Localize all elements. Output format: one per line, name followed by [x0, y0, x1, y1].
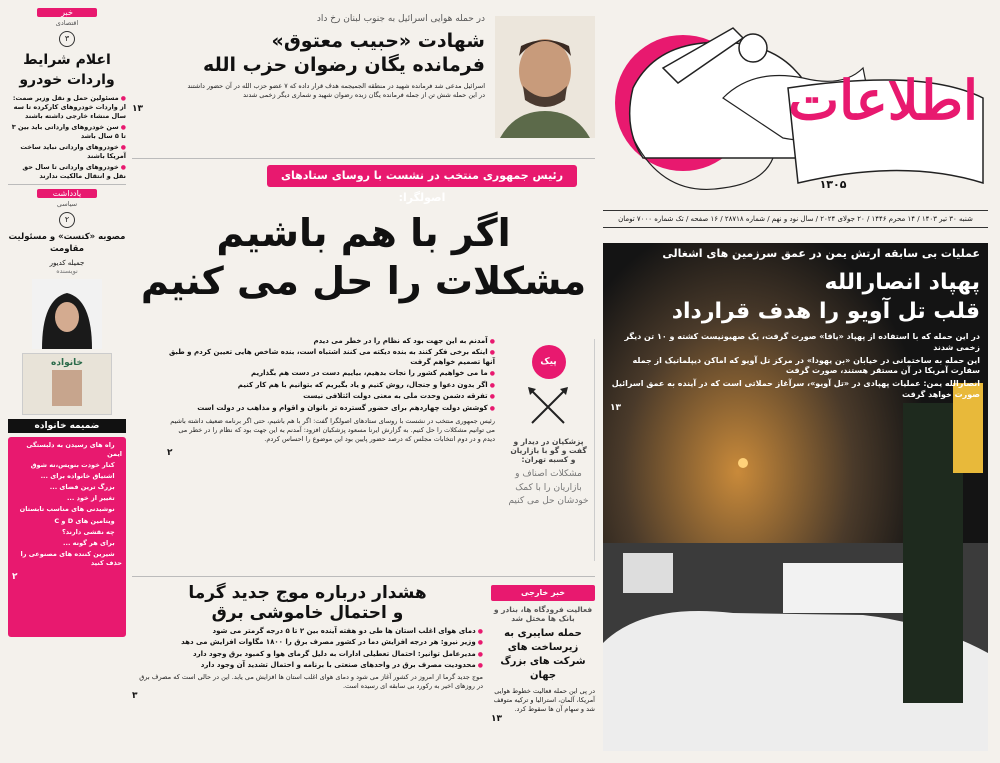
- main-story-body-3: انصارالله یمن: عملیات پهپادی در «تل آویو»، سرآغاز حملاتی است که در آینده به عمق اسرائیل صورت خواهد گرفت: [611, 379, 980, 399]
- masthead: [603, 8, 988, 206]
- lead-story-kicker: رئیس جمهوری منتخب در نشست با روسای ستادهای اصولگرا:: [267, 165, 577, 187]
- list-item: ● خودروهای وارداتی تا سال حق نقل و انتقال مالکیت ندارند: [8, 163, 126, 181]
- list-item: ● چه نقشی دارند؟: [12, 528, 122, 537]
- lead-story-body: رئیس جمهوری منتخب در نشست با روسای ستادهای اصولگرا گفت: اگر با هم باشیم، حتی اگر برنامه ضعیف داشته باشیم می توانیم مشکلات را حل کنیم. به گزارش ایرنا مسعود پزشکیان افزود: آمدنم به این جهت بود که نظام را در خطر می دیدم و در دوم انتخابات مجلس که درصد حضور پایین بود این موضوع را احساس کردم.: [170, 417, 495, 444]
- heat-story-bullets: [132, 627, 483, 671]
- list-item: ● اینکه برخی فکر کنند به بنده دیکته می کنند اشتباه است، بنده شاخص هایی تعیین کردم و طبق آنها تصمیم خواهم گرفت: [167, 348, 495, 367]
- supplement-page-ref[interactable]: ۲: [12, 571, 18, 582]
- crossed-arrows-icon: [502, 385, 594, 429]
- foreign-news-page-ref[interactable]: ۱۳: [491, 714, 502, 725]
- note-section-number: ۲: [59, 212, 75, 228]
- heat-story: [132, 576, 595, 753]
- main-story-headline-2: قلب تل آویو را هدف قرارداد: [671, 299, 980, 324]
- top-story-page-ref[interactable]: ۱۳: [132, 104, 143, 115]
- lead-side-box: [503, 339, 595, 561]
- list-item: ● دمای هوای اغلب استان ها طی دو هفته آینده بین ۲ تا ۵ درجه گرمتر می شود: [132, 627, 483, 636]
- list-item: ● محدودیت مصرف برق در واحدهای صنعتی با برنامه و احتمال تشدید آن وجود دارد: [132, 661, 483, 670]
- top-story-kicker: در حمله هوایی اسرائیل به جنوب لبنان رخ داد: [316, 14, 485, 24]
- list-item: ● مسئولین حمل و نقل وزیر صمت: از واردات خودروهای کارکرده تا سه سال منشاء خارجی داشته باشند: [8, 94, 126, 121]
- center-column: [132, 8, 595, 753]
- list-item: ● نوشیدنی های مناسب تابستان: [12, 505, 122, 514]
- list-item: ● وزیر نیرو: هر درجه افزایش دما در کشور مصرف برق را ۱۸۰۰ مگاوات افزایش می دهد: [132, 638, 483, 647]
- news-headline: اعلام شرایط واردات خودرو: [19, 52, 115, 88]
- list-item: ● تفرقه دشمن وحدت ملی به معنی دولت ائتلافی نیست: [167, 392, 495, 401]
- author-portrait: [32, 279, 102, 349]
- list-item: ● سن خودروهای وارداتی باید بین ۳ تا ۵ سال باشد: [8, 123, 126, 141]
- top-story: [132, 8, 595, 140]
- side-box-kicker: پزشکیان در دیدار و گفت و گو با بازاریان و کسبه تهران:: [510, 437, 587, 464]
- list-item: ● خودروهای وارداتی نباید ساخت آمریکا باشند: [8, 143, 126, 161]
- note-section-label: یادداشت: [37, 189, 97, 198]
- foreign-news-label: خبر خارجی: [491, 585, 595, 601]
- news-section-sub: اقتصادی: [55, 19, 79, 27]
- main-story-kicker: عملیات بی سابقه ارتش یمن در عمق سرزمین های اشغالی: [662, 247, 980, 260]
- foreign-news-kicker: فعالیت فرودگاه ها، بنادر و بانک ها مختل شد: [493, 605, 593, 623]
- list-item: ● برای هر گونه ...: [12, 539, 122, 548]
- dateline: شنبه ۳۰ تیر ۱۴۰۳ / ۱۴ محرم ۱۴۴۶ / ۲۰ جولای ۲۰۲۴ / سال نود و نهم / شماره ۲۸۷۱۸ / ۱۶ صفحه / تک شماره ۷۰۰۰ تومان: [603, 210, 988, 228]
- list-item: ● بزرگ ترین فضای ...: [12, 483, 122, 492]
- author-role: نویسنده: [56, 267, 78, 276]
- side-box-headline: مشکلات اصناف و بازاریان را با کمک خودشان حل می کنیم: [508, 469, 589, 506]
- main-story-body-1: در این حمله که با استفاده از پهپاد «یافا» صورت گرفت، یک صهیونیست کشته و ۱۰ تن دیگر زخمی شدند: [624, 332, 980, 352]
- main-photo: [603, 243, 988, 751]
- top-story-headline-1: شهادت «حبیب معتوق»: [271, 30, 485, 52]
- heat-story-headline-1: هشدار درباره موج جدید گرما: [188, 583, 427, 603]
- list-item: ● راه های رسیدن به دلبستگی ایمن: [12, 441, 122, 459]
- list-item: ● تغییر از خود ...: [12, 494, 122, 503]
- supplement-label: ضمیمه خانواده: [8, 419, 126, 433]
- main-story-headline-1: پهپاد انصارالله: [824, 270, 980, 295]
- author-name: جمیله کدیور: [49, 259, 85, 268]
- lead-story-headline-2: مشکلات را حل می کنیم: [140, 259, 587, 303]
- heat-story-body: موج جدید گرما از امروز در کشور آغاز می شود و دمای هوای اغلب استان ها افزایش می یابد. این در حالی است که مصرف برق در روزهای اخیر به رکورد بی سابقه ای رسیده است.: [139, 672, 483, 690]
- list-item: ● اگر بدون دعوا و جنجال، روش کنیم و یاد بگیریم که بتوانیم با هم کار کنیم: [167, 381, 495, 390]
- peyk-badge: پیک: [532, 345, 566, 379]
- lead-story-headline-1: اگر با هم باشیم: [216, 211, 511, 255]
- list-item: ● ما می خواهیم کشور را نجات بدهیم، بیاییم دست در دست هم بگذاریم: [167, 369, 495, 378]
- note-section-sub: سیاسی: [56, 200, 78, 209]
- author-portrait-image: [32, 279, 102, 349]
- list-item: ● آمدنم به این جهت بود که نظام را در خطر می دیدم: [167, 337, 495, 346]
- list-item: ● کوشش دولت چهاردهم برای حضور گسترده تر بانوان و اقوام و مذاهب در دولت است: [167, 404, 495, 413]
- list-item: ● شیرین کننده های مصنوعی را حذف کنید: [12, 550, 122, 568]
- lead-story-bullets: [167, 337, 495, 413]
- supplement-magazine-title: خانواده: [51, 358, 83, 369]
- top-story-portrait: [495, 16, 595, 138]
- left-column: [8, 8, 126, 753]
- list-item: ● ویتامین های D و C: [12, 517, 122, 526]
- top-story-body-1: اسرائیل مدعی شد فرمانده شهید در منطقه الجمیجمه هدف قرار داده که ۷ عضو حزب الله در آن حضور داشتند: [187, 82, 485, 90]
- supplement-box: [8, 437, 126, 637]
- news-section-label: خبر: [37, 8, 97, 17]
- foreign-news-headline: حمله سایبری به زیرساخت های شرکت های بزرگ جهان: [500, 628, 586, 681]
- divider: [8, 184, 126, 185]
- lead-story-page-ref[interactable]: ۲: [167, 448, 173, 459]
- heat-story-page-ref[interactable]: ۳: [132, 690, 138, 701]
- masthead-issue-number: ۱۳۰۵: [819, 178, 847, 191]
- news-section-number: ۳: [59, 31, 75, 47]
- heat-story-headline-2: و احتمال خاموشی برق: [211, 603, 404, 623]
- top-story-headline-2: فرمانده یگان رضوان حزب الله: [203, 54, 485, 76]
- list-item: ● مدیرعامل توانیر: احتمال تعطیلی ادارات به دلیل گرمای هوا و کمبود برق وجود دارد: [132, 650, 483, 659]
- main-story-body-2: این حمله به ساختمانی در خیابان «بن یهودا» در مرکز تل آویو که اماکن دیپلماتیک از جمله سفارت آمریکا در آن مستقر هستند، صورت گرفت: [632, 355, 980, 376]
- foreign-news-box: [491, 585, 595, 750]
- masthead-logo-text: اطلاعات: [788, 68, 978, 132]
- note-headline: مصوبه «کنست» و مسئولیت مقاومت: [8, 232, 126, 255]
- list-item: ● اشتیاق خانواده برای ...: [12, 472, 122, 481]
- supplement-magazine: [22, 353, 112, 415]
- foreign-news-body: در پی این حمله فعالیت خطوط هوایی آمریکا، آلمان، استرالیا و ترکیه متوقف شد و سهام آن ها سقوط کرد.: [493, 687, 595, 714]
- main-story-page-ref[interactable]: ۱۳: [610, 402, 621, 413]
- person-portrait-image: [495, 16, 595, 138]
- top-story-body-2: در این حمله شش تن از جمله فرمانده یگان زبده رضوان شهید و شماری دیگر زخمی شدند: [243, 91, 485, 100]
- news-items: [8, 94, 126, 180]
- list-item: ● کنار خودت بنویس،نه شوق: [12, 461, 122, 470]
- lead-story: [132, 158, 595, 568]
